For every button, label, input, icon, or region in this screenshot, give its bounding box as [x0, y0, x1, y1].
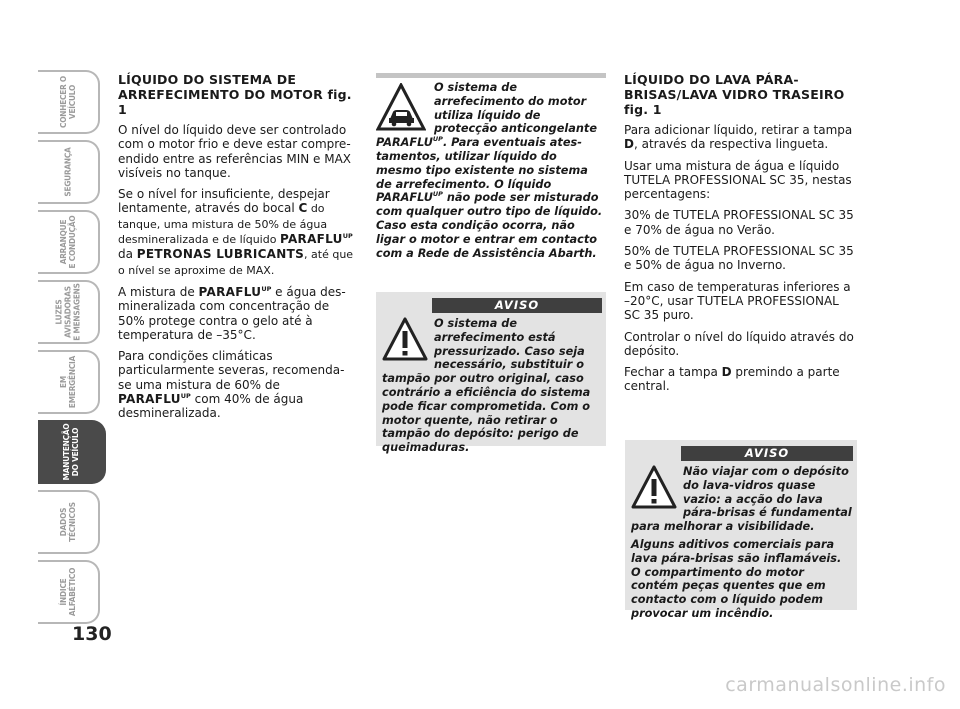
paragraph: Usar uma mistura de água e líquido TUTELA PROFESSIONAL SC 35, nestas percentagens: — [624, 158, 852, 202]
tab-label: CONHECER O VEÍCULO — [58, 76, 77, 128]
tab-label: LUZES AVISADORAS E MENSAGENS — [53, 283, 82, 341]
paragraph: O nível do líquido deve ser controlado com o motor frio e deve estar compreendido entre as referências MIN e MAX visíveis no tanque. — [118, 123, 352, 180]
paragraph: A mistura de $PARAFLU^{UP}$ e água desmineralizada com concentração de 50% protege contra o gelo até à temperatura de –35°C. — [118, 284, 346, 342]
tab-luzes-avisadoras[interactable] — [38, 280, 100, 344]
section-tabs — [38, 70, 106, 630]
tab-label: EM EMERGÊNCIA — [58, 355, 77, 409]
warning-title: AVISO — [432, 298, 602, 313]
tab-label: SEGURANÇA — [62, 147, 73, 197]
tab-indice-alfabetico[interactable] — [38, 560, 100, 624]
tab-seguranca[interactable] — [38, 140, 100, 204]
warning-text: O sistema de arrefecimento está pressurizado. Caso seja necessário, substituir o tampão por outro original, caso contrário a eficiência do sistema pode ficar comprometida. Com o motor quente, não retirar o tampão do depósito: perigo de queimaduras. — [382, 317, 591, 455]
tab-label: ÍNDICE ALFABÉTICO — [58, 567, 77, 617]
engine-coolant-section — [118, 72, 356, 428]
watermark: carmanualsonline.info — [725, 674, 946, 696]
paragraph: 50% de TUTELA PROFESSIONAL SC 35 e 50% de água no Inverno. — [624, 244, 854, 273]
section-title: LÍQUIDO DO LAVA PÁRA-BRISAS/LAVA VIDRO TRASEIRO fig. 1 — [624, 72, 845, 117]
warning-triangle-icon — [631, 465, 677, 509]
page-number: 130 — [72, 623, 112, 645]
tab-conhecer-o-veiculo[interactable] — [38, 70, 100, 134]
warning-triangle-icon — [382, 317, 428, 361]
warning-text: Alguns aditivos comerciais para lava pára-brisas são inflamáveis. O compartimento do motor contém peças quentes que em contacto com o líquido podem provocar um incêndio. — [631, 537, 842, 620]
paragraph: Fechar a tampa D premindo a parte central. — [624, 365, 840, 394]
tab-label: DADOS TÉCNICOS — [58, 502, 77, 542]
warning-text: Não viajar com o depósito do lava-vidros quase vazio: a acção do lava pára-brisas é fundamental para melhorar a visibilidade. — [631, 465, 852, 534]
paragraph: Para adicionar líquido, retirar a tampa D, através da respectiva lingueta. — [624, 123, 853, 152]
tab-em-emergencia[interactable] — [38, 350, 100, 414]
paragraph: 30% de TUTELA PROFESSIONAL SC 35 e 70% de água no Verão. — [624, 208, 854, 237]
section-title: LÍQUIDO DO SISTEMA DE ARREFECIMENTO DO MOTOR fig. 1 — [118, 72, 352, 117]
tab-label: ARRANQUE E CONDUÇÃO — [58, 215, 77, 269]
tab-dados-tecnicos[interactable] — [38, 490, 100, 554]
paragraph: Se o nível for insuficiente, despejar lentamente, através do bocal C do tanque, uma mistura de 50% de água desmineralizada e de líquido $PARAFLU^{UP}$ da PETRONAS LUBRICANTS, até que o nível se aproxime de MAX. — [118, 187, 354, 277]
tab-arranque-e-conducao[interactable] — [38, 210, 100, 274]
tab-label: MANUTENÇÃO DO VEÍCULO — [61, 423, 80, 481]
paragraph: Controlar o nível do líquido através do depósito. — [624, 329, 854, 358]
car-warning-icon — [376, 83, 426, 131]
antifreeze-note: O sistema de arrefecimento do motor utiliza líquido de protecção anticongelante $PARAFLU^{UP}$. Para eventuais atestamentos, utilizar líquido do mesmo tipo existente no sistema de arrefecimento. O líquido $PARAFLU^{UP}$ não pode ser misturado com qualquer outro tipo de líquido. Caso esta condição ocorra, não ligar o motor e entrar em contacto com a Rede de Assistência Abarth. — [376, 73, 606, 260]
warning-title: AVISO — [681, 446, 853, 461]
warning-box-washer — [625, 440, 857, 620]
paragraph: Em caso de temperaturas inferiores a –20°C, usar TUTELA PROFESSIONAL SC 35 puro. — [624, 279, 851, 323]
warning-box-coolant — [376, 292, 606, 455]
washer-fluid-section — [624, 72, 856, 401]
tab-manutencao-do-veiculo[interactable] — [38, 420, 106, 484]
paragraph: Para condições climáticas particularmente severas, recomenda-se uma mistura de 60% de $PARAFLU^{UP}$ com 40% de água desmineralizada. — [118, 349, 345, 421]
